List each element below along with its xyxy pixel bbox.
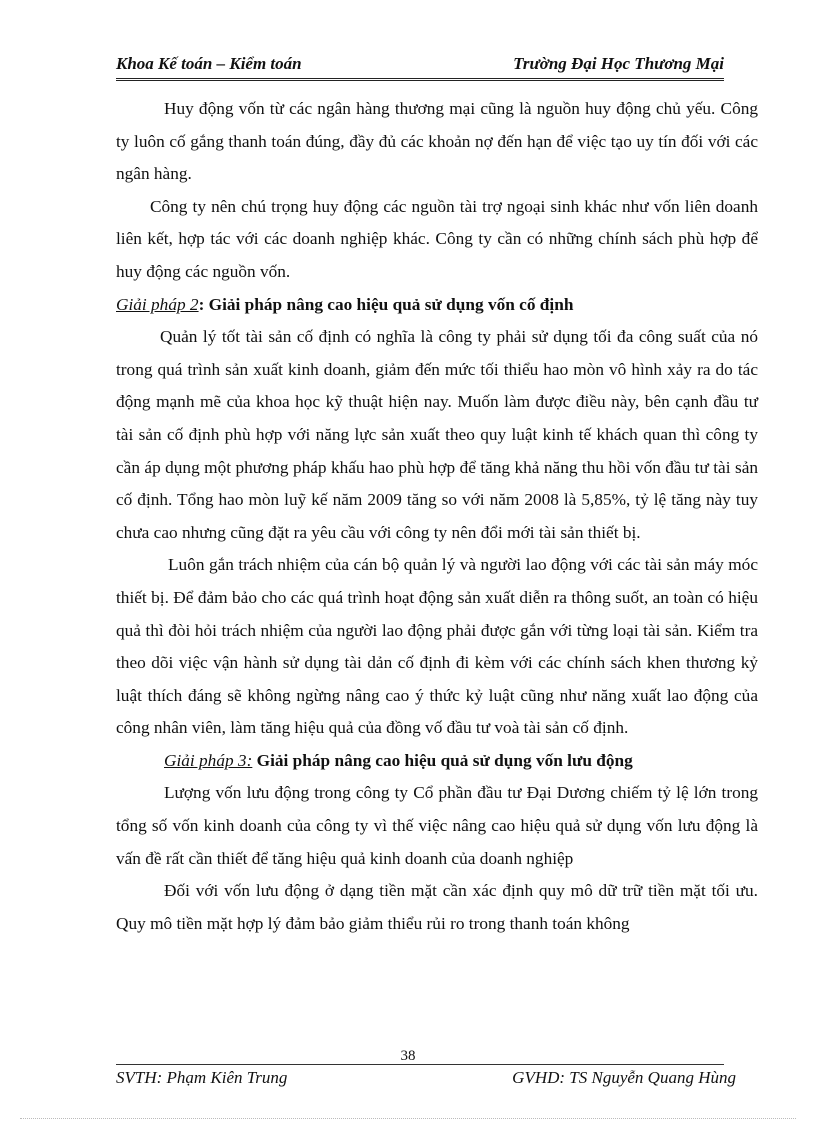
section-title: Giải pháp nâng cao hiệu quả sử dụng vốn lưu động <box>256 750 633 770</box>
header-faculty: Khoa Kế toán – Kiểm toán <box>116 54 302 73</box>
section-heading-2: Giải pháp 2: Giải pháp nâng cao hiệu quả sử dụng vốn cố định <box>116 294 574 314</box>
body-paragraph: Công ty nên chú trọng huy động các nguồn tài trợ ngoại sinh khác như vốn liên doanh liên kết, hợp tác với các doanh nghiệp khác. Công ty cần có những chính sách phù hợp để huy động các nguồn vốn. <box>116 196 758 281</box>
header-university: Trường Đại Học Thương Mại <box>513 54 724 73</box>
section-label: Giải pháp 3: <box>164 750 253 770</box>
page-body <box>116 93 758 940</box>
section-title: Giải pháp nâng cao hiệu quả sử dụng vốn cố định <box>208 294 574 314</box>
body-paragraph: Quản lý tốt tài sản cố định có nghĩa là công ty phải sử dụng tối đa công suất của nó trong quá trình sản xuất kinh doanh, giảm đến mức tối thiểu hao mòn vô hình xảy ra do tác động mạnh mẽ của khoa học kỹ thuật hiện nay. Muốn làm được điều này, bên cạnh đầu tư tài sản cố định phù hợp với năng lực sản xuất theo quy luật kinh tế khách quan thì công ty cần áp dụng một phương pháp khấu hao phù hợp để tăng khả năng thu hồi vốn đầu tư tài sản cố định. Tổng hao mòn luỹ kế năm 2009 tăng so với năm 2008 là 5,85%, tỷ lệ tăng này tuy chưa cao nhưng cũng đặt ra yêu cầu với công ty nên đổi mới tài sản thiết bị. <box>116 327 758 542</box>
footer-supervisor: GVHD: TS Nguyễn Quang Hùng <box>512 1068 736 1087</box>
page-footer <box>116 1068 736 1092</box>
footer-divider <box>116 1064 724 1065</box>
body-paragraph: Luôn gắn trách nhiệm của cán bộ quản lý và người lao động với các tài sản máy móc thiết bị. Để đảm bảo cho các quá trình hoạt động sản xuất diễn ra thông suốt, an toàn có hiệu quả thì đòi hỏi trách nhiệm của người lao động phải được gắn với từng loại tài sản. Kiểm tra theo dõi việc vận hành sử dụng tài dản cố định đi kèm với các chính sách khen thương kỷ luật thích đáng sẽ không ngừng nâng cao ý thức kỷ luật cũng như năng xuất lao động của công nhân viên, làm tăng hiệu quả của đồng vố đầu tư voà tài sản cố định. <box>116 555 758 738</box>
body-paragraph: Đối với vốn lưu động ở dạng tiền mặt cần xác định quy mô dữ trữ tiền mặt tối ưu. Quy mô tiền mặt hợp lý đảm bảo giảm thiểu rủi ro trong thanh toán không <box>116 881 758 933</box>
section-label: Giải pháp 2 <box>116 294 199 314</box>
page-edge-divider <box>20 1118 796 1119</box>
page-header <box>116 52 724 81</box>
footer-student: SVTH: Phạm Kiên Trung <box>116 1068 288 1087</box>
section-heading-3 <box>116 745 758 778</box>
body-paragraph: Huy động vốn từ các ngân hàng thương mại cũng là nguồn huy động chủ yếu. Công ty luôn cố gắng thanh toán đúng, đầy đủ các khoản nợ đến hạn để việc tạo uy tín đối với các ngân hàng. <box>116 99 758 184</box>
body-paragraph: Lượng vốn lưu động trong công ty Cổ phần đầu tư Đại Dương chiếm tỷ lệ lớn trong tổng số vốn kinh doanh của công ty vì thế việc nâng cao hiệu quả sử dụng vốn lưu động là vấn đề rất cần thiết để tăng hiệu quả kinh doanh của doanh nghiệp <box>116 783 758 868</box>
page-number: 38 <box>400 1048 416 1064</box>
